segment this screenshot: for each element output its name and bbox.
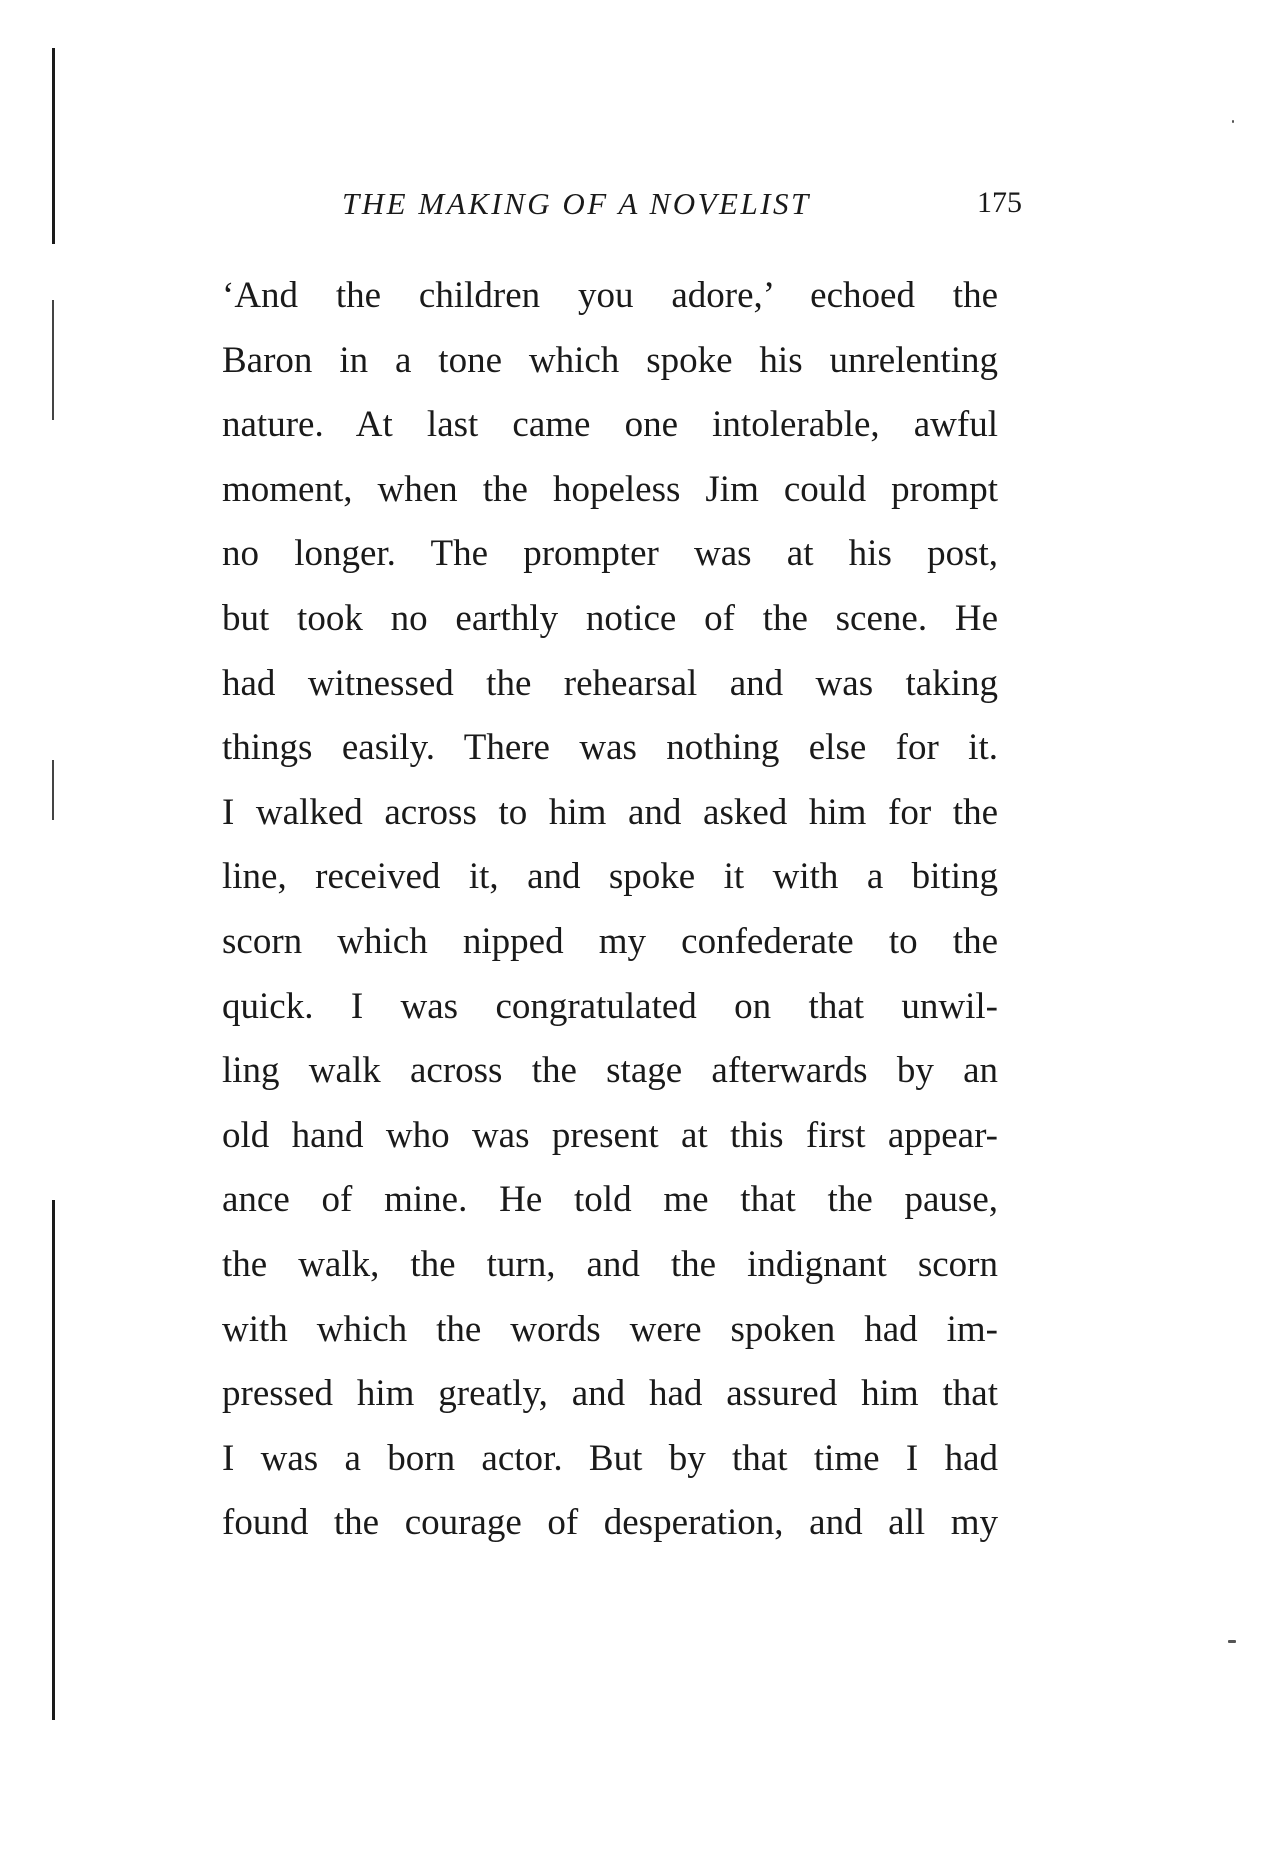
running-head [222, 182, 1022, 232]
text-line: found the courage of desperation, and all my [222, 1502, 998, 1544]
text-line: with which the words were spoken had im- [222, 1308, 998, 1350]
text-line: line, received it, and spoke it with a biting [222, 856, 998, 898]
gutter-shadow-upper [52, 48, 55, 244]
scan-speck [1232, 120, 1234, 123]
scan-speck [1228, 1640, 1236, 1643]
gutter-shadow-lower [52, 760, 54, 820]
text-line: the walk, the turn, and the indignant scorn [222, 1243, 998, 1285]
gutter-shadow-mid [52, 300, 54, 420]
page-number: 175 [977, 186, 1022, 219]
text-line: had witnessed the rehearsal and was taking [222, 662, 998, 704]
text-line: Baron in a tone which spoke his unrelenting [222, 339, 998, 381]
text-line: I was a born actor. But by that time I had [222, 1437, 998, 1479]
text-line: I walked across to him and asked him for the [222, 791, 998, 833]
text-line: moment, when the hopeless Jim could prompt [222, 468, 998, 510]
text-line: old hand who was present at this first appear- [222, 1114, 998, 1156]
text-line: ‘And the children you adore,’ echoed the [222, 275, 998, 316]
text-line: things easily. There was nothing else for it. [222, 727, 998, 769]
text-line: nature. At last came one intolerable, awful [222, 404, 998, 446]
text-line: ance of mine. He told me that the pause, [222, 1179, 998, 1221]
text-line: but took no earthly notice of the scene. He [222, 597, 998, 639]
text-line: ling walk across the stage afterwards by an [222, 1050, 998, 1092]
running-title: THE MAKING OF A NOVELIST [342, 186, 811, 221]
text-line: pressed him greatly, and had assured him that [222, 1373, 998, 1415]
text-line: no longer. The prompter was at his post, [222, 533, 998, 575]
body-text [222, 264, 998, 1556]
gutter-shadow-bottom [52, 1200, 55, 1720]
text-line: scorn which nipped my confederate to the [222, 920, 998, 962]
text-line: quick. I was congratulated on that unwil- [222, 985, 998, 1027]
